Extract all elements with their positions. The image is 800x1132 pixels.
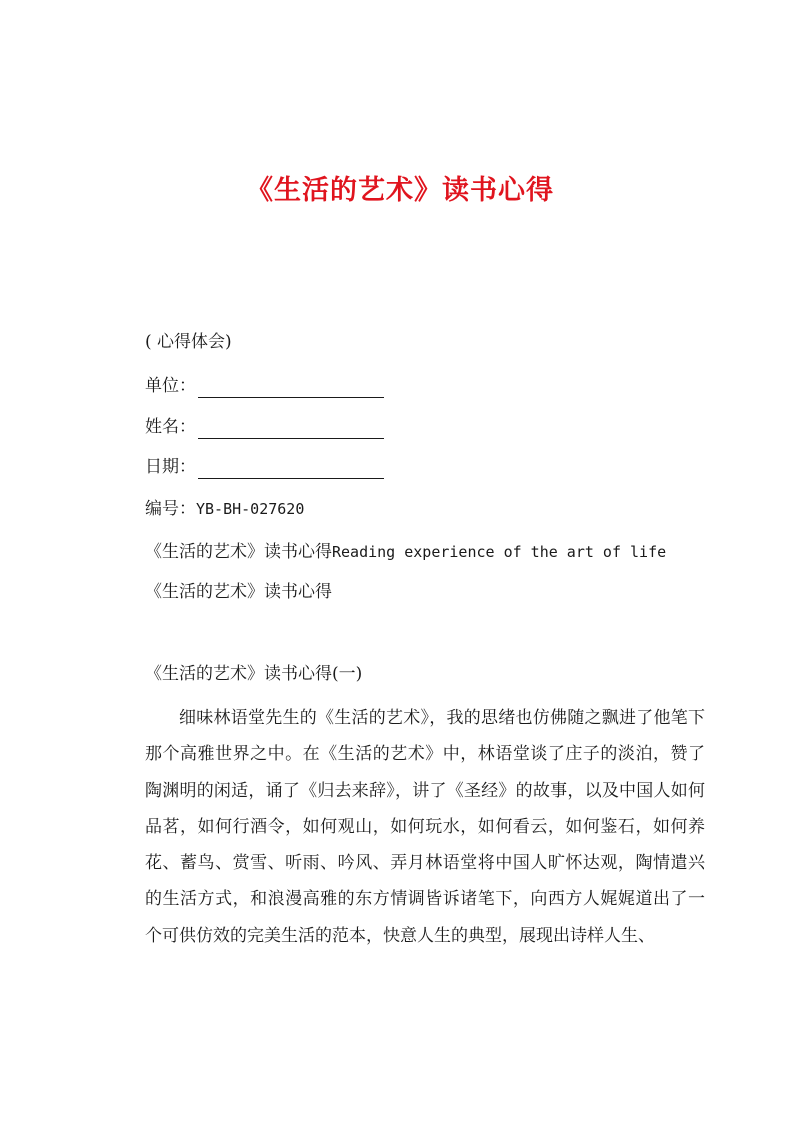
document-title: 《生活的艺术》读书心得 [246,175,554,206]
date-field-row [145,455,384,479]
unit-field-row [145,374,384,398]
section-heading: 《生活的艺术》读书心得(一) [145,664,363,684]
name-label: 姓名： [145,417,196,437]
name-blank-line [198,421,384,439]
number-value: YB-BH-027620 [196,500,305,518]
date-label: 日期： [145,457,196,477]
subtitle-chinese: 《生活的艺术》读书心得 [145,542,332,562]
unit-label: 单位： [145,376,196,396]
number-label: 编号： [145,499,196,519]
unit-blank-line [198,380,384,398]
bilingual-subtitle [145,540,666,564]
subtitle-repeat: 《生活的艺术》读书心得 [145,582,332,602]
body-paragraph: 细味林语堂先生的《生活的艺术》，我的思绪也仿佛随之飘进了他笔下那个高雅世界之中。在《生活的艺术》中，林语堂谈了庄子的淡泊，赞了陶渊明的闲适，诵了《归去来辞》，讲了《圣经》的故事，以及中国人如何品茗，如何行酒令，如何观山，如何玩水，如何看云，如何鉴石，如何养花、蓄鸟、赏雪、听雨、吟风、弄月林语堂将中国人旷怀达观，陶情遣兴的生活方式，和浪漫高雅的东方情调皆诉诸笔下，向西方人娓娓道出了一个可供仿效的完美生活的范本，快意人生的典型，展现出诗样人生、 [145,708,705,946]
subtitle-english: Reading experience of the art of life [332,543,667,561]
date-blank-line [198,461,384,479]
category-label: ( 心得体会) [145,332,232,352]
number-row [145,497,304,521]
name-field-row [145,415,384,439]
